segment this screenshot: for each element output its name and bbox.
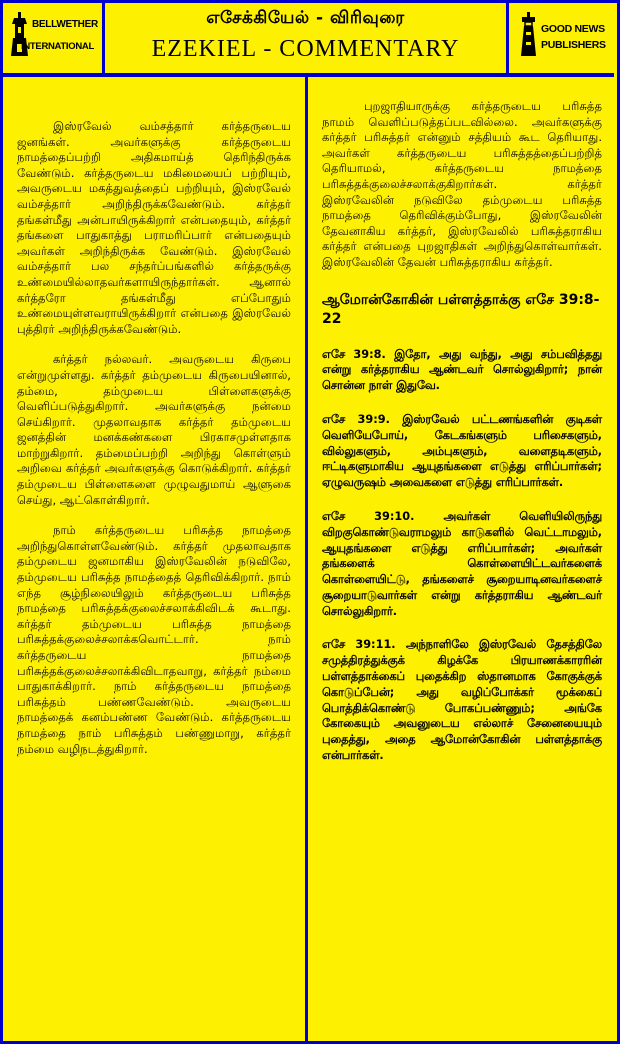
bellwether-logo-line2: INTERNATIONAL <box>21 41 94 52</box>
right-column <box>308 77 614 1041</box>
verse-paragraph: எசே 39:11. அந்நாளிலே இஸ்ரவேல் தேசத்திலே சமுத்திரத்துக்குக் கிழக்கே பிரயாணக்காரரின் பள்ளத்தாக்கைப் புதைக்கிற ஸ்தானமாக கோகுக்குக் கொடுப்பேன்; அது வழிப்போக்கர் மூக்கைப் பொத்திக்கொண்டு போகப்பண்ணும்; அங்கே கோகையும் அவனுடைய எல்லாச் சேனையையும் புதைத்து, அதை ஆமோன்கோகின் பள்ளத்தாக்கு என்பார்கள். <box>322 638 602 763</box>
good-news-logo-line2: PUBLISHERS <box>541 39 606 51</box>
verse-paragraph: எசே 39:9. இஸ்ரவேல் பட்டணங்களின் குடிகள் வெளியேபோய், கேடகங்களும் பரிசைகளும், வில்லுகளும், அம்புகளும், வளைதடிகளும், ஈட்டிகளுமாகிய ஆயுதங்களை எடுத்து எரிப்பார்கள்; ஏழுவருஷம் அவைகளை எடுத்து எரிப்பார்கள். <box>322 412 602 490</box>
good-news-logo <box>509 0 614 73</box>
bellwether-logo-line1: BELLWETHER <box>32 19 98 30</box>
section-heading: ஆமோன்கோகின் பள்ளத்தாக்கு எசே 39:8-22 <box>322 291 600 327</box>
page-header <box>0 0 614 73</box>
bellwether-logo-icon <box>8 10 100 64</box>
english-title: EZEKIEL - COMMENTARY <box>151 36 460 62</box>
bellwether-logo <box>0 0 105 73</box>
commentary-paragraph: புறஜாதியாருக்கு கர்த்தருடைய பரிசுத்த நாமம் வெளிப்படுத்தப்படவில்லை. அவர்களுக்கு கர்த்தர் பரிசுத்தர் என்னும் சத்தியம் கூட தெரியாது. அவர்கள் கர்த்தருடைய பரிசுத்தத்தைப்பற்றித் தெரியாமல், கர்த்தருடைய நாமத்தை பரிசுத்தக்குலைச்சலாக்குகிறார்கள். கர்த்தர் இஸ்ரவேலின் நடுவிலே தம்முடைய பரிசுத்த நாமத்தை தெரிவிக்கும்போது, இஸ்ரவேலின் தேவனாகிய கர்த்தர், இஸ்ரவேலில் பரிசுத்தராகிய கர்த்தர் என்பதை புறஜாதிகள் அறிந்துகொள்வார்கள். இஸ்ரவேலின் தேவன் பரிசுத்தராகிய கர்த்தர். <box>322 99 602 269</box>
title-box <box>105 0 509 73</box>
lighthouse-icon <box>519 12 539 58</box>
commentary-paragraph: நாம் கர்த்தருடைய பரிசுத்த நாமத்தை அறிந்துகொள்ளவேண்டும். கர்த்தர் முதலாவதாக தம்முடைய ஜனமாகிய இஸ்ரவேலின் நடுவிலே, தம்முடைய பரிசுத்த நாமத்தைத் தெரிவிக்கிறார். நாம் எந்த சூழ்நிலையிலும் கர்த்தருடைய பரிசுத்த நாமத்தை பரிசுத்தக்குலைச்சலாக்கிவிடக் கூடாது. கர்த்தர் தம்முடைய பரிசுத்த நாமத்தை பரிசுத்தக்குலைச்சலாக்கவொட்டார். நாம் கர்த்தருடைய நாமத்தை பரிசுத்தக்குலைச்சலாக்கிவிடாதவாறு, கர்த்தர் நம்மை பாதுகாக்கிறார். நாம் கர்த்தருடைய நாமத்தை பரிசுத்தம் பண்ணவேண்டும். அவருடைய நாமத்தைக் கனம்பண்ண வேண்டும். கர்த்தருடைய நாமத்தை நாம் பரிசுத்தம் பண்ணுமாறு, கர்த்தர் நம்மை வழிநடத்துகிறார். <box>17 523 291 756</box>
verse-paragraph: எசே 39:10. அவர்கள் வெளியிலிருந்து விறகுகொண்டுவராமலும் காடுகளில் வெட்டாமலும், ஆயுதங்களை எடுத்து எரிப்பார்கள்; அவர்கள் தங்களைக் கொள்ளையிட்டவர்களைக் கொள்ளையிட்டு, தங்களைச் சூறையாடினவர்களைச் சூறையாடுவார்கள் என்று கர்த்தராகிய ஆண்டவர் சொல்லுகிறார். <box>322 509 602 618</box>
commentary-paragraph: கர்த்தர் நல்லவர். அவருடைய கிருபை என்றுமுள்ளது. கர்த்தர் தம்முடைய கிருபையினால், தம்மை, தம்முடைய பிள்ளைகளுக்கு வெளிப்படுத்துகிறார். அவர்களுக்கு நன்மை செய்கிறார். முதலாவதாக கர்த்தர் தம்முடைய ஜனத்தின் மனக்கண்களை பிரகாசமுள்ளதாக மாற்றுகிறார். தம்மைப்பற்றி அறிந்து கொள்ளும் அறிவை கர்த்தர் அவர்களுக்கு கொடுக்கிறார். கர்த்தர் தம்முடைய பிள்ளைகளை முழுவதுமாய் ஆளுகை செய்து, ஆட்கொள்கிறார். <box>17 352 291 507</box>
commentary-paragraph: இஸ்ரவேல் வம்சத்தார் கர்த்தருடைய ஜனங்கள். அவர்களுக்கு கர்த்தருடைய நாமத்தைப்பற்றி அதிகமாய்த் தெரிந்திருக்க வேண்டும். கர்த்தருடைய மகிமையைப் பற்றியும், அவருடைய மகத்துவத்தைப் பற்றியும், இஸ்ரவேல் வம்சத்தார் அறிந்திருக்கவேண்டும். கர்த்தர் தங்கள்மீது அன்பாயிருக்கிறார் என்பதையும், கர்த்தர் தங்களை பாதுகாத்து பராமரிப்பார் என்பதையும் அவர்கள் அறிந்திருக்க வேண்டும். இஸ்ரவேல் வம்சத்தார் பல சந்தர்ப்பங்களில் கர்த்தருக்கு உண்மையில்லாதவர்களாயிருந்தார்கள். ஆனால் கர்த்தரோ தங்கள்மீது எப்போதும் உண்மையுள்ளவராயிருக்கிறார் என்பதை இஸ்ரவேல் புத்திரர் அறிந்திருக்கவேண்டும். <box>17 119 291 336</box>
left-column <box>0 77 308 1041</box>
tamil-title: எசேக்கியேல் - விரிவுரை <box>206 8 405 28</box>
verse-paragraph: எசே 39:8. இதோ, அது வந்து, அது சம்பவித்தது என்று கர்த்தராகிய ஆண்டவர் சொல்லுகிறார்; நான் சொன்ன நாள் இதுவே. <box>322 347 602 393</box>
good-news-logo-line1: GOOD NEWS <box>541 23 605 35</box>
good-news-logo-icon <box>517 10 609 64</box>
